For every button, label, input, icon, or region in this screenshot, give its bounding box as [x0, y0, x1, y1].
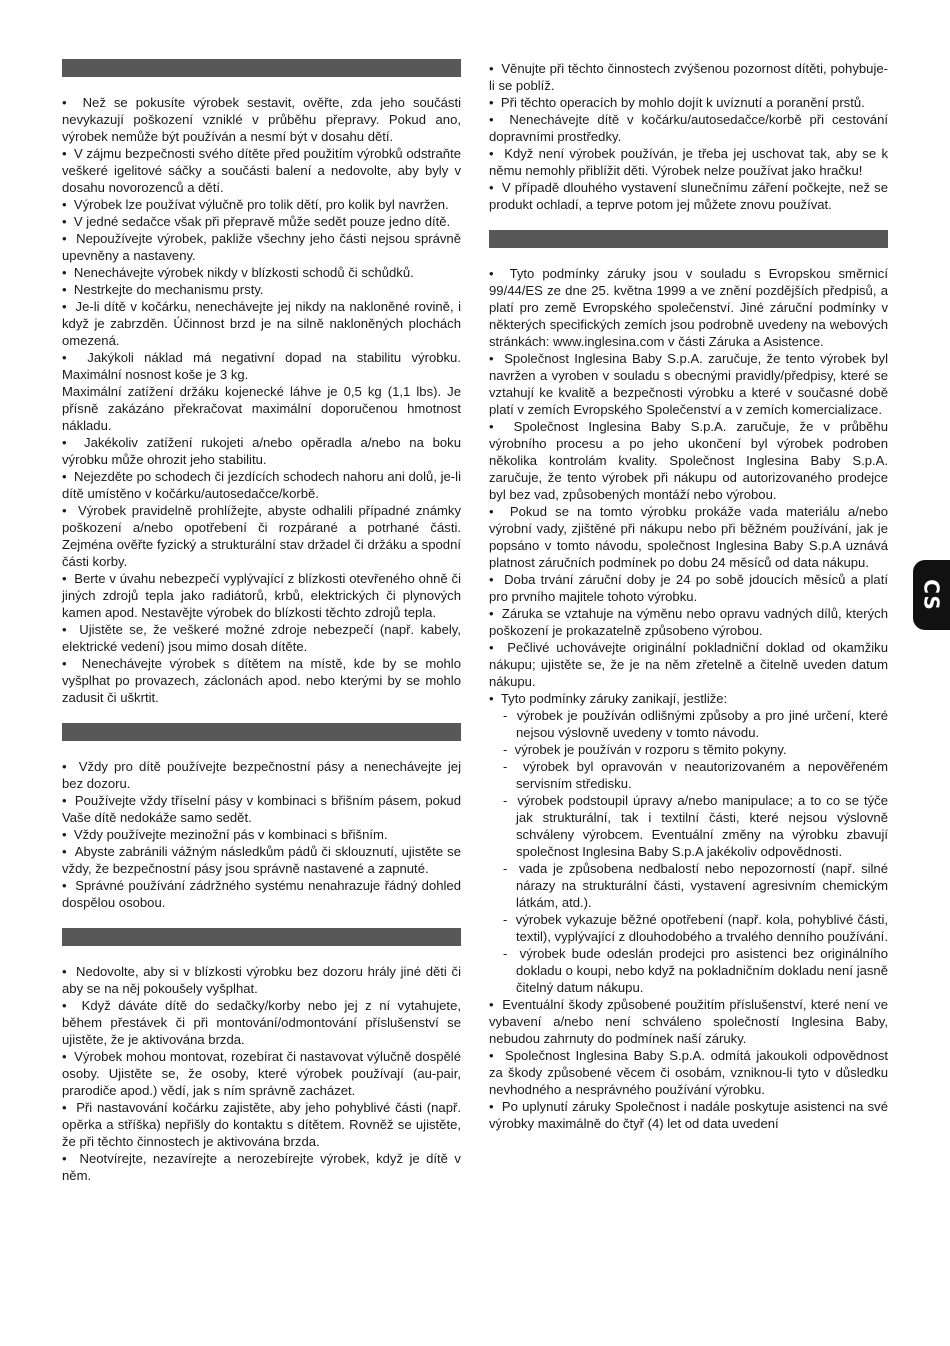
list-item: • Nenechávejte dítě v kočárku/autosedačce/korbě při cestování dopravními prostředky. [489, 111, 888, 145]
handling-safety-list [62, 963, 461, 1184]
list-item: • Je-li dítě v kočárku, nenechávejte jej nikdy na nakloněné rovině, i když je zabrzděn. Účinnost brzd je na silně nakloněných plochách omezená. [62, 298, 461, 349]
list-item: • V případě dlouhého vystavení slunečnímu záření počkejte, než se produkt ochladí, a teprve potom jej můžete znovu používat. [489, 179, 888, 213]
paragraph: Maximální zatížení držáku kojenecké láhve je 0,5 kg (1,1 lbs). Je přísně zakázáno překračovat maximální doporučenou hmotnost nákladu. [62, 384, 461, 433]
list-item: • Společnost Inglesina Baby S.p.A. odmítá jakoukoli odpovědnost za škody způsobené věcem či osobám, vzniknou-li tyto v důsledku nevhodného a nesprávného používání výrobku. [489, 1047, 888, 1098]
section-header-bar [62, 59, 461, 77]
sub-list-item: - výrobek bude odeslán prodejci pro asistenci bez originálního dokladu o koupi, nebo když na pokladničním dokladu není jasně čitelný datum nákupu. [489, 945, 888, 996]
list-item: • Výrobek mohou montovat, rozebírat či nastavovat výlučně dospělé osoby. Ujistěte se, že osoby, které výrobek používají (au-pair, prarodiče apod.) vědí, jak s ním správně zacházet. [62, 1048, 461, 1099]
safety-continued-list [489, 60, 888, 213]
list-item: • Ujistěte se, že veškeré možné zdroje nebezpečí (např. kabely, elektrické vedení) jsou mimo dosah dítěte. [62, 621, 461, 655]
right-column [489, 60, 888, 1132]
list-item: • Nedovolte, aby si v blízkosti výrobku bez dozoru hrály jiné děti či aby se na něj pokoušely vyšplhat. [62, 963, 461, 997]
list-item: • V zájmu bezpečnosti svého dítěte před použitím výrobků odstraňte veškeré igelitové sáčky a součásti balení a nedovolte, aby byly v dosahu novorozenců a dětí. [62, 145, 461, 196]
sub-list-item: - výrobek byl opravován v neautorizovaném a nepověřeném servisním středisku. [489, 758, 888, 792]
list-item: • Abyste zabránili vážným následkům pádů či sklouznutí, ujistěte se vždy, že bezpečnostní pásy jsou správně nastavené a zapnuté. [62, 843, 461, 877]
list-item: • Doba trvání záruční doby je 24 po sobě jdoucích měsíců a platí pro prvního majitele tohoto výrobku. [489, 571, 888, 605]
safety-belts-list [62, 758, 461, 911]
list-item: • Nejezděte po schodech či jezdících schodech nahoru ani dolů, je-li dítě umístěno v kočárku/autosedačce/korbě. [62, 468, 461, 502]
list-item: • Vždy pro dítě používejte bezpečnostní pásy a nenechávejte jej bez dozoru. [62, 758, 461, 792]
list-item: • Berte v úvahu nebezpečí vyplývající z blízkosti otevřeného ohně či jiných zdrojů tepla jako radiátorů, krbů, elektrických či plynových kamen apod. Nestavějte výrobek do blízkosti těchto zdrojů tepla. [62, 570, 461, 621]
list-item: • Pečlivé uchovávejte originální pokladniční doklad od okamžiku nákupu; ujistěte se, že je na něm zřetelně a čitelně uveden datum nákupu. [489, 639, 888, 690]
general-safety-list [62, 94, 461, 706]
list-item: • Nepoužívejte výrobek, pakliže všechny jeho části nejsou správně upevněny a nastaveny. [62, 230, 461, 264]
list-item: • Výrobek lze používat výlučně pro tolik dětí, pro kolik byl navržen. [62, 196, 461, 213]
list-item: • Když není výrobek používán, je třeba jej uschovat tak, aby se k němu nemohly přiblížit děti. Výrobek nelze používat jako hračku! [489, 145, 888, 179]
list-item: • Pokud se na tomto výrobku prokáže vada materiálu a/nebo výrobní vady, zjištěné při nákupu nebo při běžném používání, jak je popsáno v tomto návodu, společnost Inglesina Baby S.p.A uznává platnost záručních podmínek po dobu 24 měsíců od data nákupu. [489, 503, 888, 571]
list-item: • Než se pokusíte výrobek sestavit, ověřte, zda jeho součásti nevykazují poškození vzniklé v průběhu přepravy. Pokud ano, výrobek nemůže být používán a nesmí být v dosahu dětí. [62, 94, 461, 145]
list-item: • Věnujte při těchto činnostech zvýšenou pozornost dítěti, pohybuje-li se poblíž. [489, 60, 888, 94]
list-item: • Jakýkoli náklad má negativní dopad na stabilitu výrobku. Maximální nosnost koše je 3 kg. [62, 349, 461, 383]
list-item: • Používejte vždy tříselní pásy v kombinaci s břišním pásem, pokud Vaše dítě nedokáže samo sedět. [62, 792, 461, 826]
section-header-bar [489, 230, 888, 248]
sub-list-item: - výrobek je používán v rozporu s těmito pokyny. [489, 741, 888, 758]
language-tab-label: CS [919, 579, 944, 611]
sub-list-item: - vada je způsobena nedbalostí nebo nepozorností (např. silné nárazy na strukturální části, vystavení agresivním chemickým látkám, atd.). [489, 860, 888, 911]
list-item: • Správné používání zádržného systému nenahrazuje řádný dohled dospělou osobou. [62, 877, 461, 911]
list-item: • Tyto podmínky záruky jsou v souladu s Evropskou směrnicí 99/44/ES ze dne 25. května 1999 a ve znění pozdějších předpisů, a platí pro země Evropského společenství. Jiné záruční podmínky v některých specifických zemích jsou podrobně uvedeny na webových stránkách: www.inglesina.com v části Záruka a Asistence. [489, 265, 888, 350]
left-column [62, 59, 461, 1184]
list-item: • Výrobek pravidelně prohlížejte, abyste odhalili případné známky poškození a/nebo opotřebení či rozpárané a potrhané části. Zejména ověřte fyzický a strukturální stav držadel či držáku a spodní části korby. [62, 502, 461, 570]
list-item: • Vždy používejte mezinožní pás v kombinaci s břišním. [62, 826, 461, 843]
sub-list-item: - výrobek vykazuje běžné opotřebení (např. kola, pohyblivé části, textil), vyplývající z dlouhodobého a trvalého denního používání. [489, 911, 888, 945]
list-item: • Při těchto operacích by mohlo dojít k uvíznutí a poranění prstů. [489, 94, 888, 111]
list-item: • Společnost Inglesina Baby S.p.A. zaručuje, že v průběhu výrobního procesu a po jeho ukončení byl výrobek podroben několika kontrolám kvality. Společnost Inglesina Baby S.p.A. zaručuje, že tento výrobek při nákupu od autorizovaného prodejce byl bez vad, způsobených montáží nebo výrobou. [489, 418, 888, 503]
section-header-bar [62, 928, 461, 946]
list-item: • Nestrkejte do mechanismu prsty. [62, 281, 461, 298]
list-item: • Eventuální škody způsobené použitím příslušenství, které není ve vybavení a/nebo není schváleno společností Inglesina Baby, nebudou zahrnuty do podmínek naší záruky. [489, 996, 888, 1047]
list-item: • Nenechávejte výrobek s dítětem na místě, kde by se mohlo vyšplhat po provazech, záclonách apod. nebo kterými by se mohlo zadusit či uškrtit. [62, 655, 461, 706]
list-item: • Při nastavování kočárku zajistěte, aby jeho pohyblivé části (např. opěrka a stříška) nepřišly do kontaktu s dítětem. Rovněž se ujistěte, že při těchto činnostech je aktivována brzda. [62, 1099, 461, 1150]
warranty-list [489, 265, 888, 1132]
list-item: • Když dáváte dítě do sedačky/korby nebo jej z ní vytahujete, během přestávek či při montování/odmontování příslušenství se ujistěte, že je aktivována brzda. [62, 997, 461, 1048]
language-tab [913, 560, 950, 630]
list-item: • Neotvírejte, nezavírejte a nerozebírejte výrobek, když je dítě v něm. [62, 1150, 461, 1184]
sub-list-item: - výrobek podstoupil úpravy a/nebo manipulace; a to co se týče jak strukturální, tak i textilní části, které nejsou výslovně schváleny výrobcem. Eventuální změny na výrobku zbavují společnost Inglesina Baby S.p.A jakékoliv odpovědnosti. [489, 792, 888, 860]
list-item: • Jakékoliv zatížení rukojeti a/nebo opěradla a/nebo na boku výrobku může ohrozit jeho stabilitu. [62, 434, 461, 468]
list-item: • V jedné sedačce však při přepravě může sedět pouze jedno dítě. [62, 213, 461, 230]
list-item: • Záruka se vztahuje na výměnu nebo opravu vadných dílů, kterých poškození je prokazatelně způsobeno výrobou. [489, 605, 888, 639]
list-item: • Společnost Inglesina Baby S.p.A. zaručuje, že tento výrobek byl navržen a vyroben v souladu s obecnými pravidly/předpisy, které se vztahují ke kvalitě a bezpečnosti výrobku a které v současné době platí v zemích Evropského Společenství a v zemích komercializace. [489, 350, 888, 418]
list-item: • Nenechávejte výrobek nikdy v blízkosti schodů či schůdků. [62, 264, 461, 281]
section-header-bar [62, 723, 461, 741]
sub-list-item: - výrobek je používán odlišnými způsoby a pro jiné určení, které nejsou výslovně uvedeny v tomto návodu. [489, 707, 888, 741]
list-item: • Tyto podmínky záruky zanikají, jestliže: [489, 690, 888, 707]
list-item: • Po uplynutí záruky Společnost i nadále poskytuje asistenci na své výrobky maximálně do čtyř (4) let od data uvedení [489, 1098, 888, 1132]
